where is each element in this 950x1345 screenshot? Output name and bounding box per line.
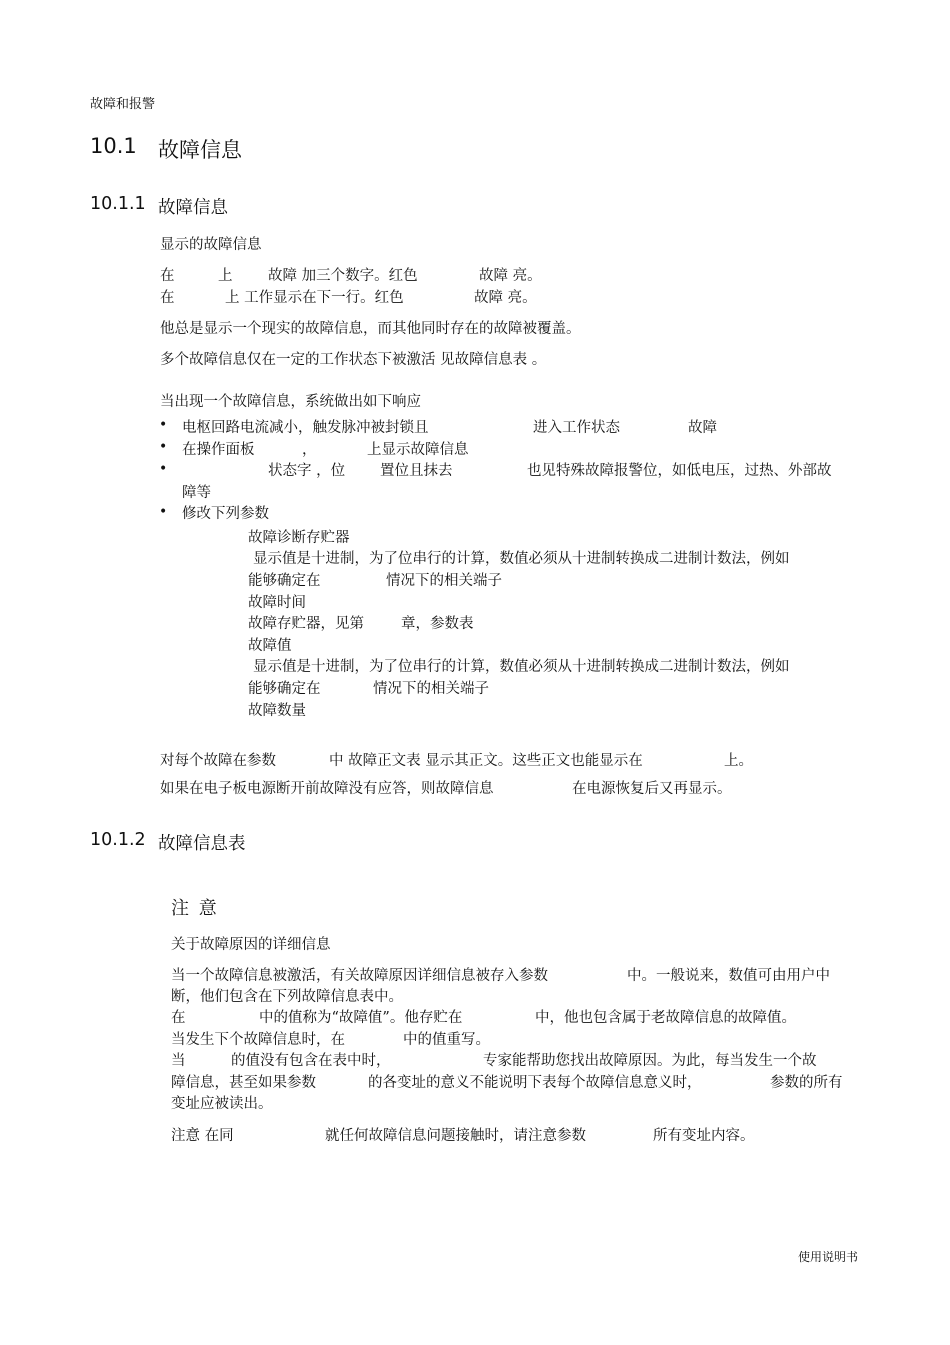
note-text: 在 <box>171 1010 186 1026</box>
bullet-marker: • <box>159 504 168 520</box>
note-text: 当发生下个故障信息时，在 <box>171 1032 345 1048</box>
para-each: 上。 <box>724 753 753 769</box>
line-a-text: 故障 加三个数字。红色 <box>268 268 418 284</box>
line-b-text: 在 <box>160 290 175 306</box>
line-a-text: 上 <box>218 268 233 284</box>
bullet1-text: 进入工作状态 <box>533 420 620 436</box>
bullet3-text: 状态字 ，位 <box>268 463 346 479</box>
param-line: 显示值是十进制，为了位串行的计算，数值必须从十进制转换成二进制计数法，例如 <box>253 659 790 675</box>
bullet-marker: • <box>159 439 168 455</box>
bullet3-text: 也见特殊故障报警位，如低电压，过热、外部故 <box>527 463 832 479</box>
param-line: 故障存贮器，见第 <box>248 616 364 632</box>
param-line: 故障诊断存贮器 <box>248 530 350 546</box>
note-text: 注意 在同 <box>171 1128 234 1144</box>
section-10-1-number: 10.1 <box>90 134 137 158</box>
param-line: 显示值是十进制，为了位串行的计算，数值必须从十进制转换成二进制计数法，例如 <box>253 551 790 567</box>
section-10-1-title: 故障信息 <box>158 138 242 162</box>
bullet1-text: 故障 <box>688 420 717 436</box>
param-line: 故障时间 <box>248 595 306 611</box>
note-text: 专家能帮助您找出故障原因。为此，每当发生一个故 <box>483 1053 817 1069</box>
note-text: 当 <box>171 1053 186 1069</box>
note-text: 的各变址的意义不能说明下表每个故障信息意义时， <box>368 1075 702 1091</box>
para-power: 在电源恢复后又再显示。 <box>572 781 732 797</box>
running-footer: 使用说明书 <box>798 1250 859 1264</box>
param-line: 故障值 <box>248 638 292 654</box>
section-10-1-2-title: 故障信息表 <box>158 834 246 854</box>
param-line: 能够确定在 <box>248 573 321 589</box>
note-text: 中的值重写。 <box>403 1032 490 1048</box>
bullet3-text: 置位且抹去 <box>380 463 453 479</box>
note-text: 参数的所有 <box>770 1075 843 1091</box>
note-text: 变址应被读出。 <box>171 1096 273 1112</box>
note-text: 中。一般说来，数值可由用户中 <box>627 968 830 984</box>
note-text: 所有变址内容。 <box>653 1128 755 1144</box>
note-text: 的值没有包含在表中时， <box>231 1053 391 1069</box>
para-power: 如果在电子板电源断开前故障没有应答，则故障信息 <box>160 781 494 797</box>
para-multiple: 多个故障信息仅在一定的工作状态下被激活 见故障信息表 。 <box>160 352 547 368</box>
param-line: 情况下的相关端子 <box>373 681 489 697</box>
para-each: 对每个故障在参数 <box>160 753 276 769</box>
param-line: 故障数量 <box>248 703 306 719</box>
param-line: 情况下的相关端子 <box>386 573 502 589</box>
bullet2-text: 上显示故障信息 <box>367 442 469 458</box>
bullet1-text: 电枢回路电流减小，触发脉冲被封锁且 <box>182 420 429 436</box>
para-response: 当出现一个故障信息，系统做出如下响应 <box>160 394 421 410</box>
line-a-text: 故障 亮。 <box>479 268 542 284</box>
param-line: 章，参数表 <box>401 616 474 632</box>
note-text: 断，他们包含在下列故障信息表中。 <box>171 989 403 1005</box>
note-subtitle: 关于故障原因的详细信息 <box>171 937 331 953</box>
bullet4-text: 修改下列参数 <box>182 506 269 522</box>
bullet-marker: • <box>159 461 168 477</box>
running-header: 故障和报警 <box>90 97 156 112</box>
note-text: 就任何故障信息问题接触时，请注意参数 <box>325 1128 586 1144</box>
line-b-text: 故障 亮。 <box>474 290 537 306</box>
bullet2-text: ， <box>302 442 317 458</box>
note-text: 中的值称为“故障值”。他存贮在 <box>259 1010 463 1026</box>
bullet3-text: 障等 <box>182 485 211 501</box>
para-each: 中 故障正文表 显示其正文。这些正文也能显示在 <box>329 753 643 769</box>
para-display: 显示的故障信息 <box>160 237 262 253</box>
section-10-1-1-title: 故障信息 <box>158 198 228 218</box>
note-text: 障信息，甚至如果参数 <box>171 1075 316 1091</box>
line-b-text: 上 工作显示在下一行。红色 <box>225 290 404 306</box>
param-line: 能够确定在 <box>248 681 321 697</box>
bullet-marker: • <box>159 417 168 433</box>
note-text: 中，他也包含属于老故障信息的故障值。 <box>535 1010 796 1026</box>
section-10-1-2-number: 10.1.2 <box>90 830 146 850</box>
para-always: 他总是显示一个现实的故障信息，而其他同时存在的故障被覆盖。 <box>160 321 581 337</box>
note-text: 当一个故障信息被激活，有关故障原因详细信息被存入参数 <box>171 968 548 984</box>
line-a-text: 在 <box>160 268 175 284</box>
section-10-1-1-number: 10.1.1 <box>90 194 146 214</box>
note-title: 注 意 <box>171 898 219 919</box>
bullet2-text: 在操作面板 <box>182 442 255 458</box>
